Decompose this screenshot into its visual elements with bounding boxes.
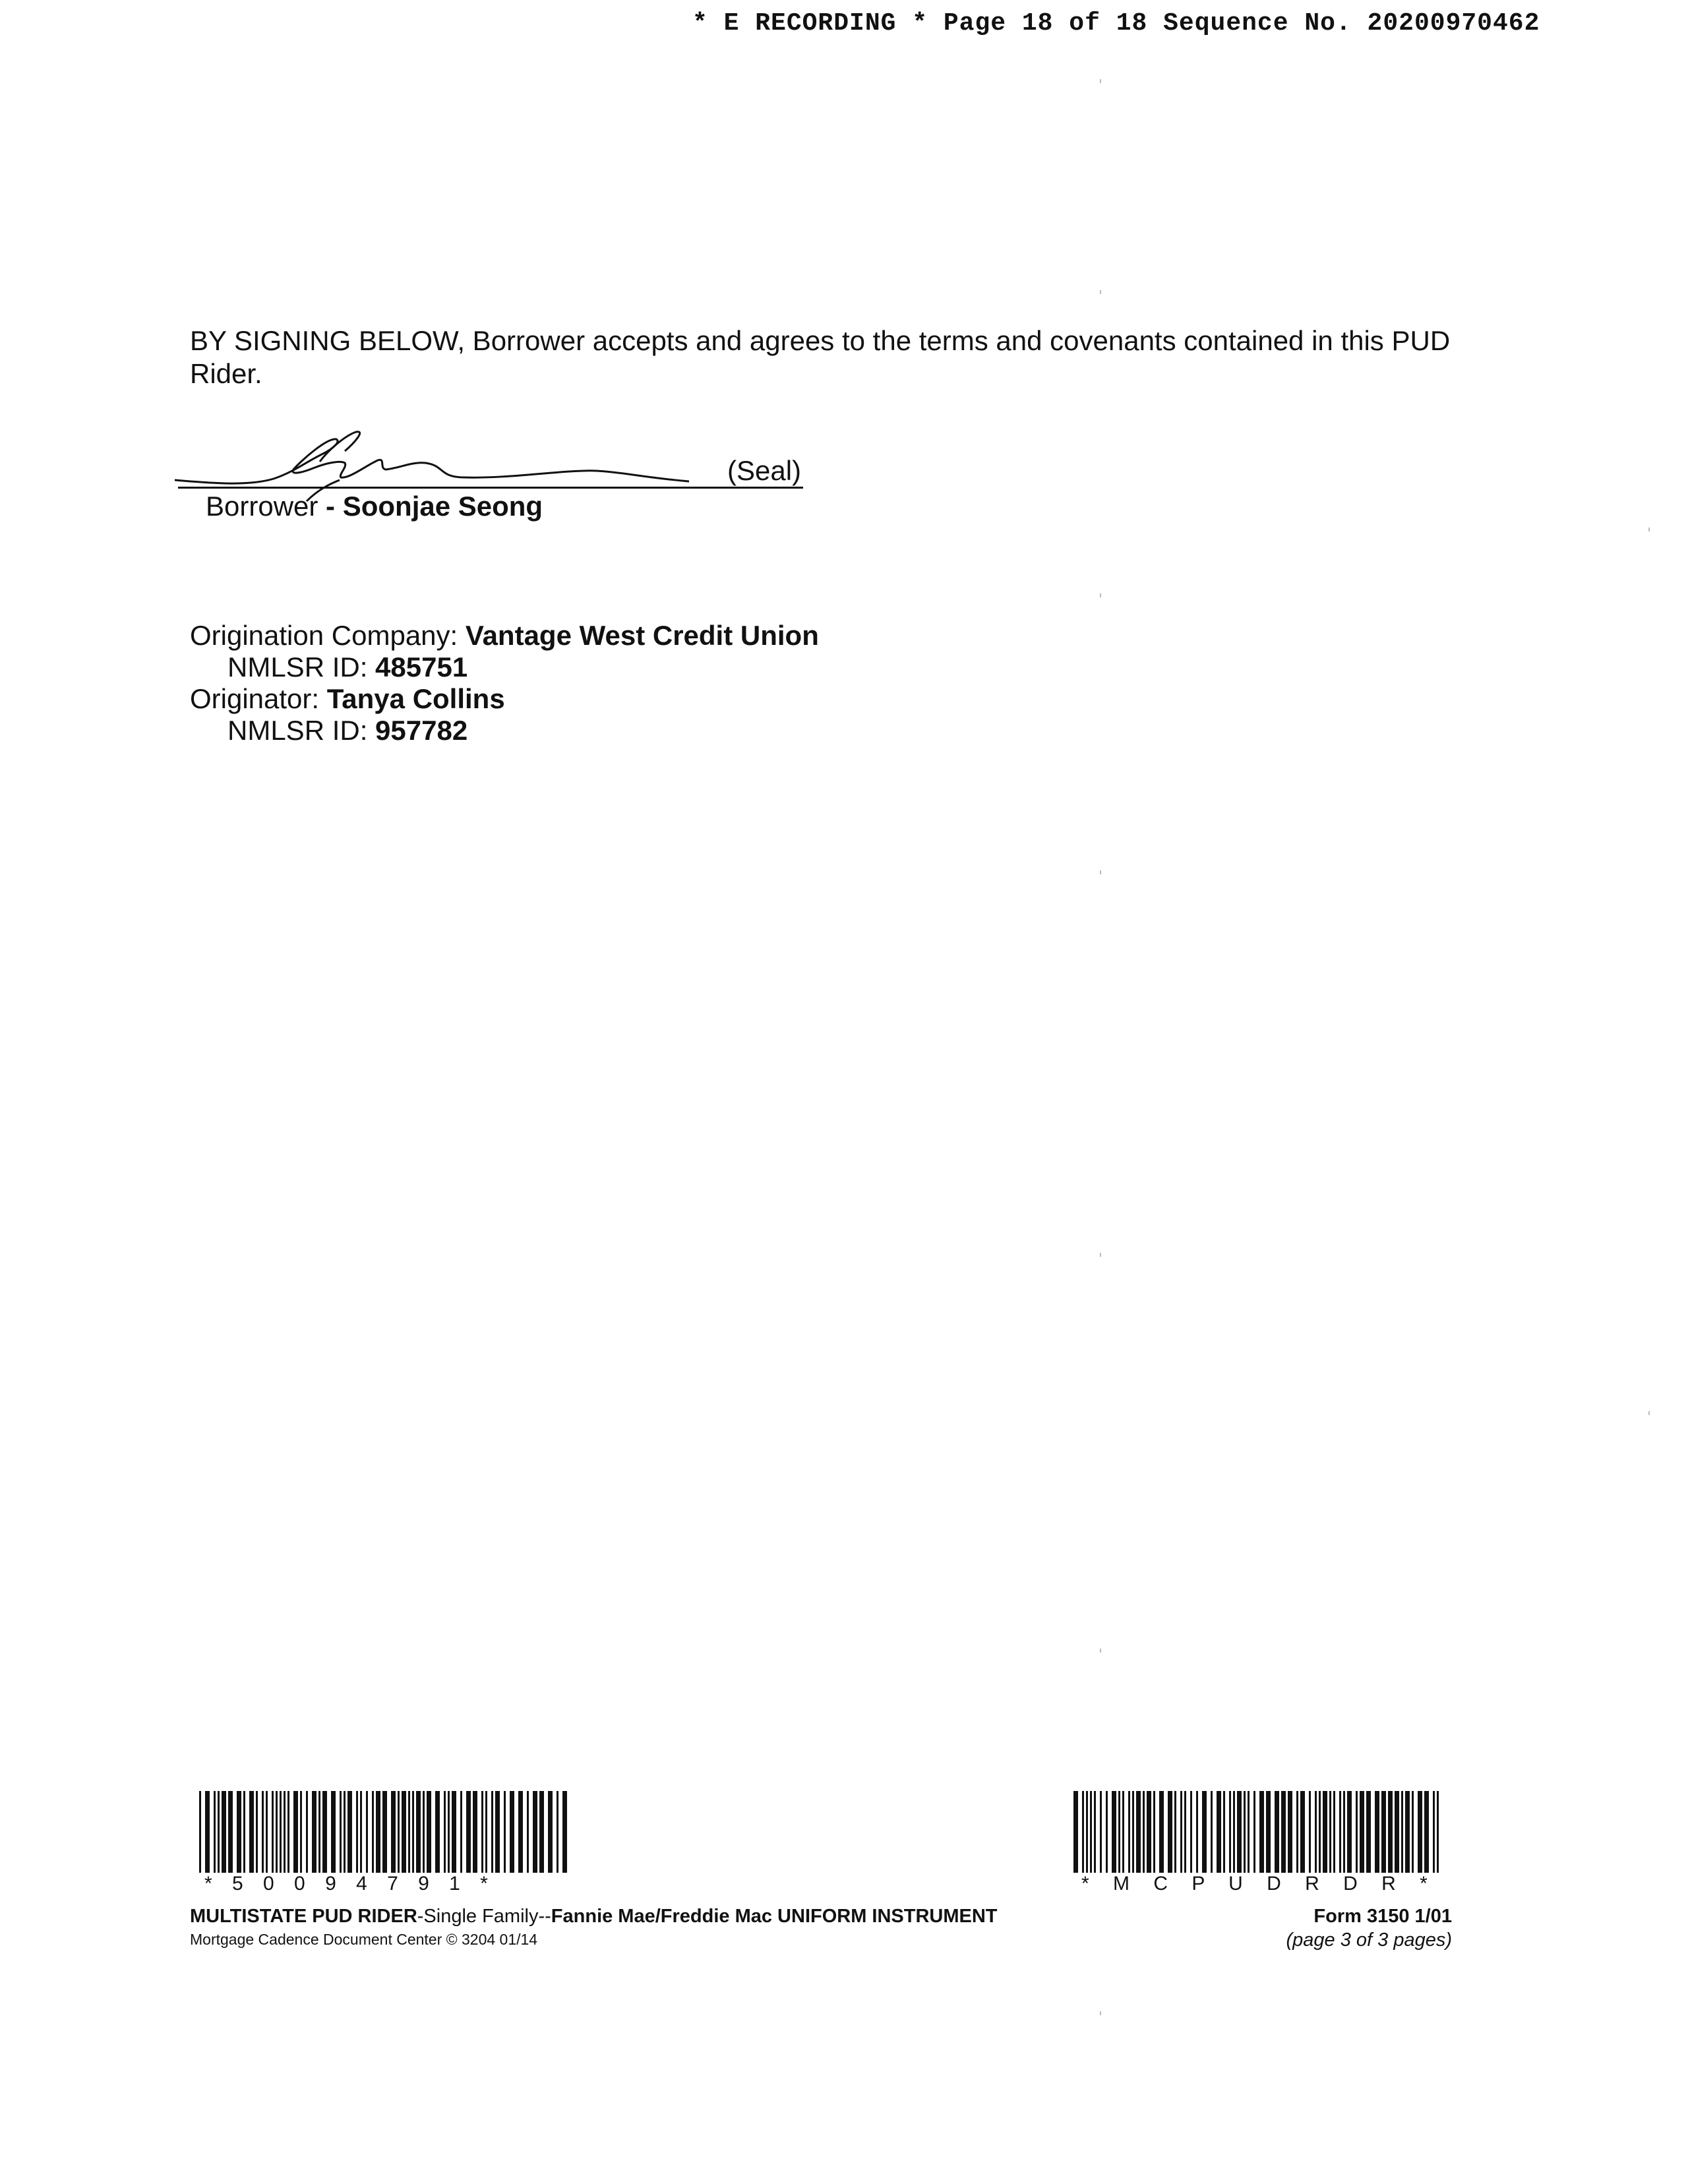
barcode-bar	[205, 1791, 210, 1873]
page-count: (page 3 of 3 pages)	[1286, 1929, 1452, 1951]
barcode-bar	[491, 1791, 493, 1873]
barcode-bar	[1132, 1791, 1134, 1873]
barcode-bar	[539, 1791, 544, 1873]
barcode-bar	[1329, 1791, 1331, 1873]
barcode-bar	[1136, 1791, 1141, 1873]
barcode-bar	[280, 1791, 282, 1873]
barcode-bar	[510, 1791, 514, 1873]
barcode-bar	[1347, 1791, 1352, 1873]
barcode-bar	[1223, 1791, 1225, 1873]
barcode-bar	[1248, 1791, 1250, 1873]
barcode-bar	[1323, 1791, 1327, 1873]
barcode-bar	[1319, 1791, 1321, 1873]
origination-company-line	[190, 620, 819, 652]
barcode-bar	[1122, 1791, 1124, 1873]
originator-name: Tanya Collins	[326, 683, 505, 714]
barcode-bar	[1418, 1791, 1422, 1873]
barcode-bar	[1343, 1791, 1345, 1873]
barcode-bar	[548, 1791, 553, 1873]
document-barcode-left	[199, 1791, 568, 1873]
barcode-bar	[1128, 1791, 1130, 1873]
barcode-bar	[1106, 1791, 1108, 1873]
barcode-bar	[1360, 1791, 1364, 1873]
barcode-bar	[460, 1791, 462, 1873]
barcode-bar	[1112, 1791, 1116, 1873]
barcode-bar	[504, 1791, 506, 1873]
barcode-bar	[1437, 1791, 1439, 1873]
barcode-bar	[391, 1791, 396, 1873]
barcode-bar	[1202, 1791, 1207, 1873]
barcode-bar	[272, 1791, 274, 1873]
footer-title-mid: -Single Family--	[417, 1906, 551, 1927]
barcode-bar	[218, 1791, 220, 1873]
barcode-bar	[473, 1791, 477, 1873]
company-nmlsr-line	[227, 652, 467, 683]
barcode-bar	[366, 1791, 368, 1873]
scan-speck	[1100, 870, 1101, 874]
barcode-bar	[485, 1791, 487, 1873]
barcode-bar	[1333, 1791, 1335, 1873]
barcode-bar	[1275, 1791, 1279, 1873]
barcode-bar	[1339, 1791, 1341, 1873]
barcode-bar	[1401, 1791, 1403, 1873]
barcode-bar	[527, 1791, 529, 1873]
barcode-bar	[262, 1791, 264, 1873]
barcode-bar	[1211, 1791, 1213, 1873]
barcode-bar	[1190, 1791, 1192, 1873]
barcode-bar	[448, 1791, 450, 1873]
barcode-bar	[306, 1791, 308, 1873]
barcode-bar	[562, 1791, 567, 1873]
barcode-bar	[1300, 1791, 1305, 1873]
barcode-bar	[214, 1791, 216, 1873]
barcode-bar	[1196, 1791, 1198, 1873]
footer-title-bold: MULTISTATE PUD RIDER	[190, 1906, 417, 1927]
barcode-bar	[1309, 1791, 1311, 1873]
barcode-bar	[356, 1791, 358, 1873]
barcode-bar	[408, 1791, 410, 1873]
signature-line	[178, 487, 803, 489]
barcode-bar	[1082, 1791, 1084, 1873]
barcode-bar	[1184, 1791, 1186, 1873]
barcode-bar	[1168, 1791, 1172, 1873]
barcode-bar	[1094, 1791, 1096, 1873]
barcode-bar	[1259, 1791, 1264, 1873]
barcode-bar	[266, 1791, 268, 1873]
footer-title	[190, 1906, 998, 1927]
barcode-bar	[1288, 1791, 1292, 1873]
originator-label: Originator:	[190, 683, 327, 714]
barcode-bar	[518, 1791, 523, 1873]
form-barcode-right	[1073, 1791, 1443, 1873]
barcode-bar	[331, 1791, 336, 1873]
barcode-bar	[1281, 1791, 1286, 1873]
barcode-bar	[402, 1791, 406, 1873]
barcode-bar	[284, 1791, 286, 1873]
barcode-bar	[256, 1791, 258, 1873]
barcode-bar	[360, 1791, 362, 1873]
originator-nmlsr-id: 957782	[375, 715, 468, 746]
barcode-bar	[1296, 1791, 1298, 1873]
barcode-left-text: * 5 0 0 9 4 7 9 1 *	[204, 1873, 488, 1895]
borrower-label: Borrower	[206, 491, 318, 522]
company-nmlsr-id: 485751	[375, 652, 468, 682]
barcode-bar	[466, 1791, 471, 1873]
barcode-right-text: * M C P U D R D R *	[1081, 1873, 1428, 1895]
barcode-bar	[1375, 1791, 1379, 1873]
scan-speck	[1100, 593, 1101, 597]
borrower-line	[206, 491, 543, 522]
barcode-bar	[1244, 1791, 1246, 1873]
originator-nmlsr-line	[227, 715, 467, 746]
barcode-bar	[1159, 1791, 1164, 1873]
company-nmlsr-label: NMLSR ID:	[227, 652, 376, 682]
originator-line	[190, 683, 505, 715]
barcode-bar	[1118, 1791, 1120, 1873]
barcode-bar	[1147, 1791, 1151, 1873]
barcode-bar	[533, 1791, 537, 1873]
barcode-bar	[228, 1791, 233, 1873]
barcode-bar	[1405, 1791, 1410, 1873]
seal-label: (Seal)	[727, 455, 802, 486]
company-name: Vantage West Credit Union	[465, 620, 819, 651]
barcode-bar	[340, 1791, 342, 1873]
borrower-separator: -	[318, 491, 343, 522]
barcode-bar	[1229, 1791, 1231, 1873]
barcode-bar	[1388, 1791, 1393, 1873]
barcode-bar	[1217, 1791, 1221, 1873]
barcode-bar	[495, 1791, 500, 1873]
originator-nmlsr-label: NMLSR ID:	[227, 715, 376, 746]
footer-title-bold2: Fannie Mae/Freddie Mac UNIFORM INSTRUMENT	[551, 1906, 998, 1927]
barcode-bar	[344, 1791, 346, 1873]
barcode-bar	[1174, 1791, 1176, 1873]
barcode-bar	[452, 1791, 456, 1873]
barcode-bar	[1086, 1791, 1088, 1873]
barcode-bar	[444, 1791, 446, 1873]
scan-speck	[1100, 79, 1101, 83]
barcode-bar	[1433, 1791, 1435, 1873]
scan-speck	[1648, 528, 1650, 531]
barcode-bar	[1381, 1791, 1386, 1873]
barcode-bar	[1237, 1791, 1242, 1873]
scan-speck	[1100, 290, 1101, 294]
barcode-bar	[318, 1791, 320, 1873]
barcode-bar	[372, 1791, 374, 1873]
barcode-bar	[382, 1791, 387, 1873]
barcode-bar	[435, 1791, 440, 1873]
barcode-bar	[1395, 1791, 1399, 1873]
barcode-bar	[557, 1791, 558, 1873]
barcode-bar	[1356, 1791, 1358, 1873]
barcode-bar	[1143, 1791, 1145, 1873]
barcode-bar	[249, 1791, 254, 1873]
barcode-bar	[287, 1791, 289, 1873]
barcode-bar	[1153, 1791, 1155, 1873]
footer-doc-center: Mortgage Cadence Document Center © 3204 01/14	[190, 1931, 538, 1948]
barcode-bar	[1180, 1791, 1182, 1873]
barcode-bar	[1424, 1791, 1429, 1873]
scan-speck	[1100, 2011, 1101, 2015]
barcode-bar	[1100, 1791, 1102, 1873]
barcode-bar	[1233, 1791, 1235, 1873]
barcode-bar	[376, 1791, 380, 1873]
barcode-bar	[412, 1791, 414, 1873]
recording-stamp: * E RECORDING * Page 18 of 18 Sequence No. 20200970462	[692, 9, 1540, 38]
barcode-bar	[1315, 1791, 1317, 1873]
scan-speck	[1100, 1649, 1101, 1653]
barcode-bar	[322, 1791, 327, 1873]
barcode-bar	[423, 1791, 425, 1873]
barcode-bar	[1266, 1791, 1271, 1873]
barcode-bar	[347, 1791, 352, 1873]
barcode-bar	[1073, 1791, 1078, 1873]
barcode-bar	[481, 1791, 483, 1873]
form-number: Form 3150 1/01	[1313, 1906, 1452, 1927]
scan-speck	[1648, 1411, 1650, 1415]
barcode-bar	[398, 1791, 400, 1873]
barcode-bar	[1366, 1791, 1371, 1873]
barcode-bar	[276, 1791, 278, 1873]
barcode-bar	[293, 1791, 298, 1873]
barcode-bar	[1412, 1791, 1414, 1873]
barcode-bar	[222, 1791, 226, 1873]
scan-speck	[1100, 1253, 1101, 1257]
barcode-bar	[243, 1791, 245, 1873]
barcode-bar	[312, 1791, 316, 1873]
barcode-bar	[427, 1791, 431, 1873]
barcode-bar	[300, 1791, 302, 1873]
barcode-bar	[1253, 1791, 1255, 1873]
barcode-bar	[1090, 1791, 1092, 1873]
agreement-text: BY SIGNING BELOW, Borrower accepts and agrees to the terms and covenants contained in this PUD Rider.	[190, 325, 1451, 389]
borrower-name: Soonjae Seong	[342, 491, 543, 522]
company-label: Origination Company:	[190, 620, 466, 651]
barcode-bar	[416, 1791, 421, 1873]
barcode-bar	[237, 1791, 241, 1873]
barcode-bar	[199, 1791, 201, 1873]
